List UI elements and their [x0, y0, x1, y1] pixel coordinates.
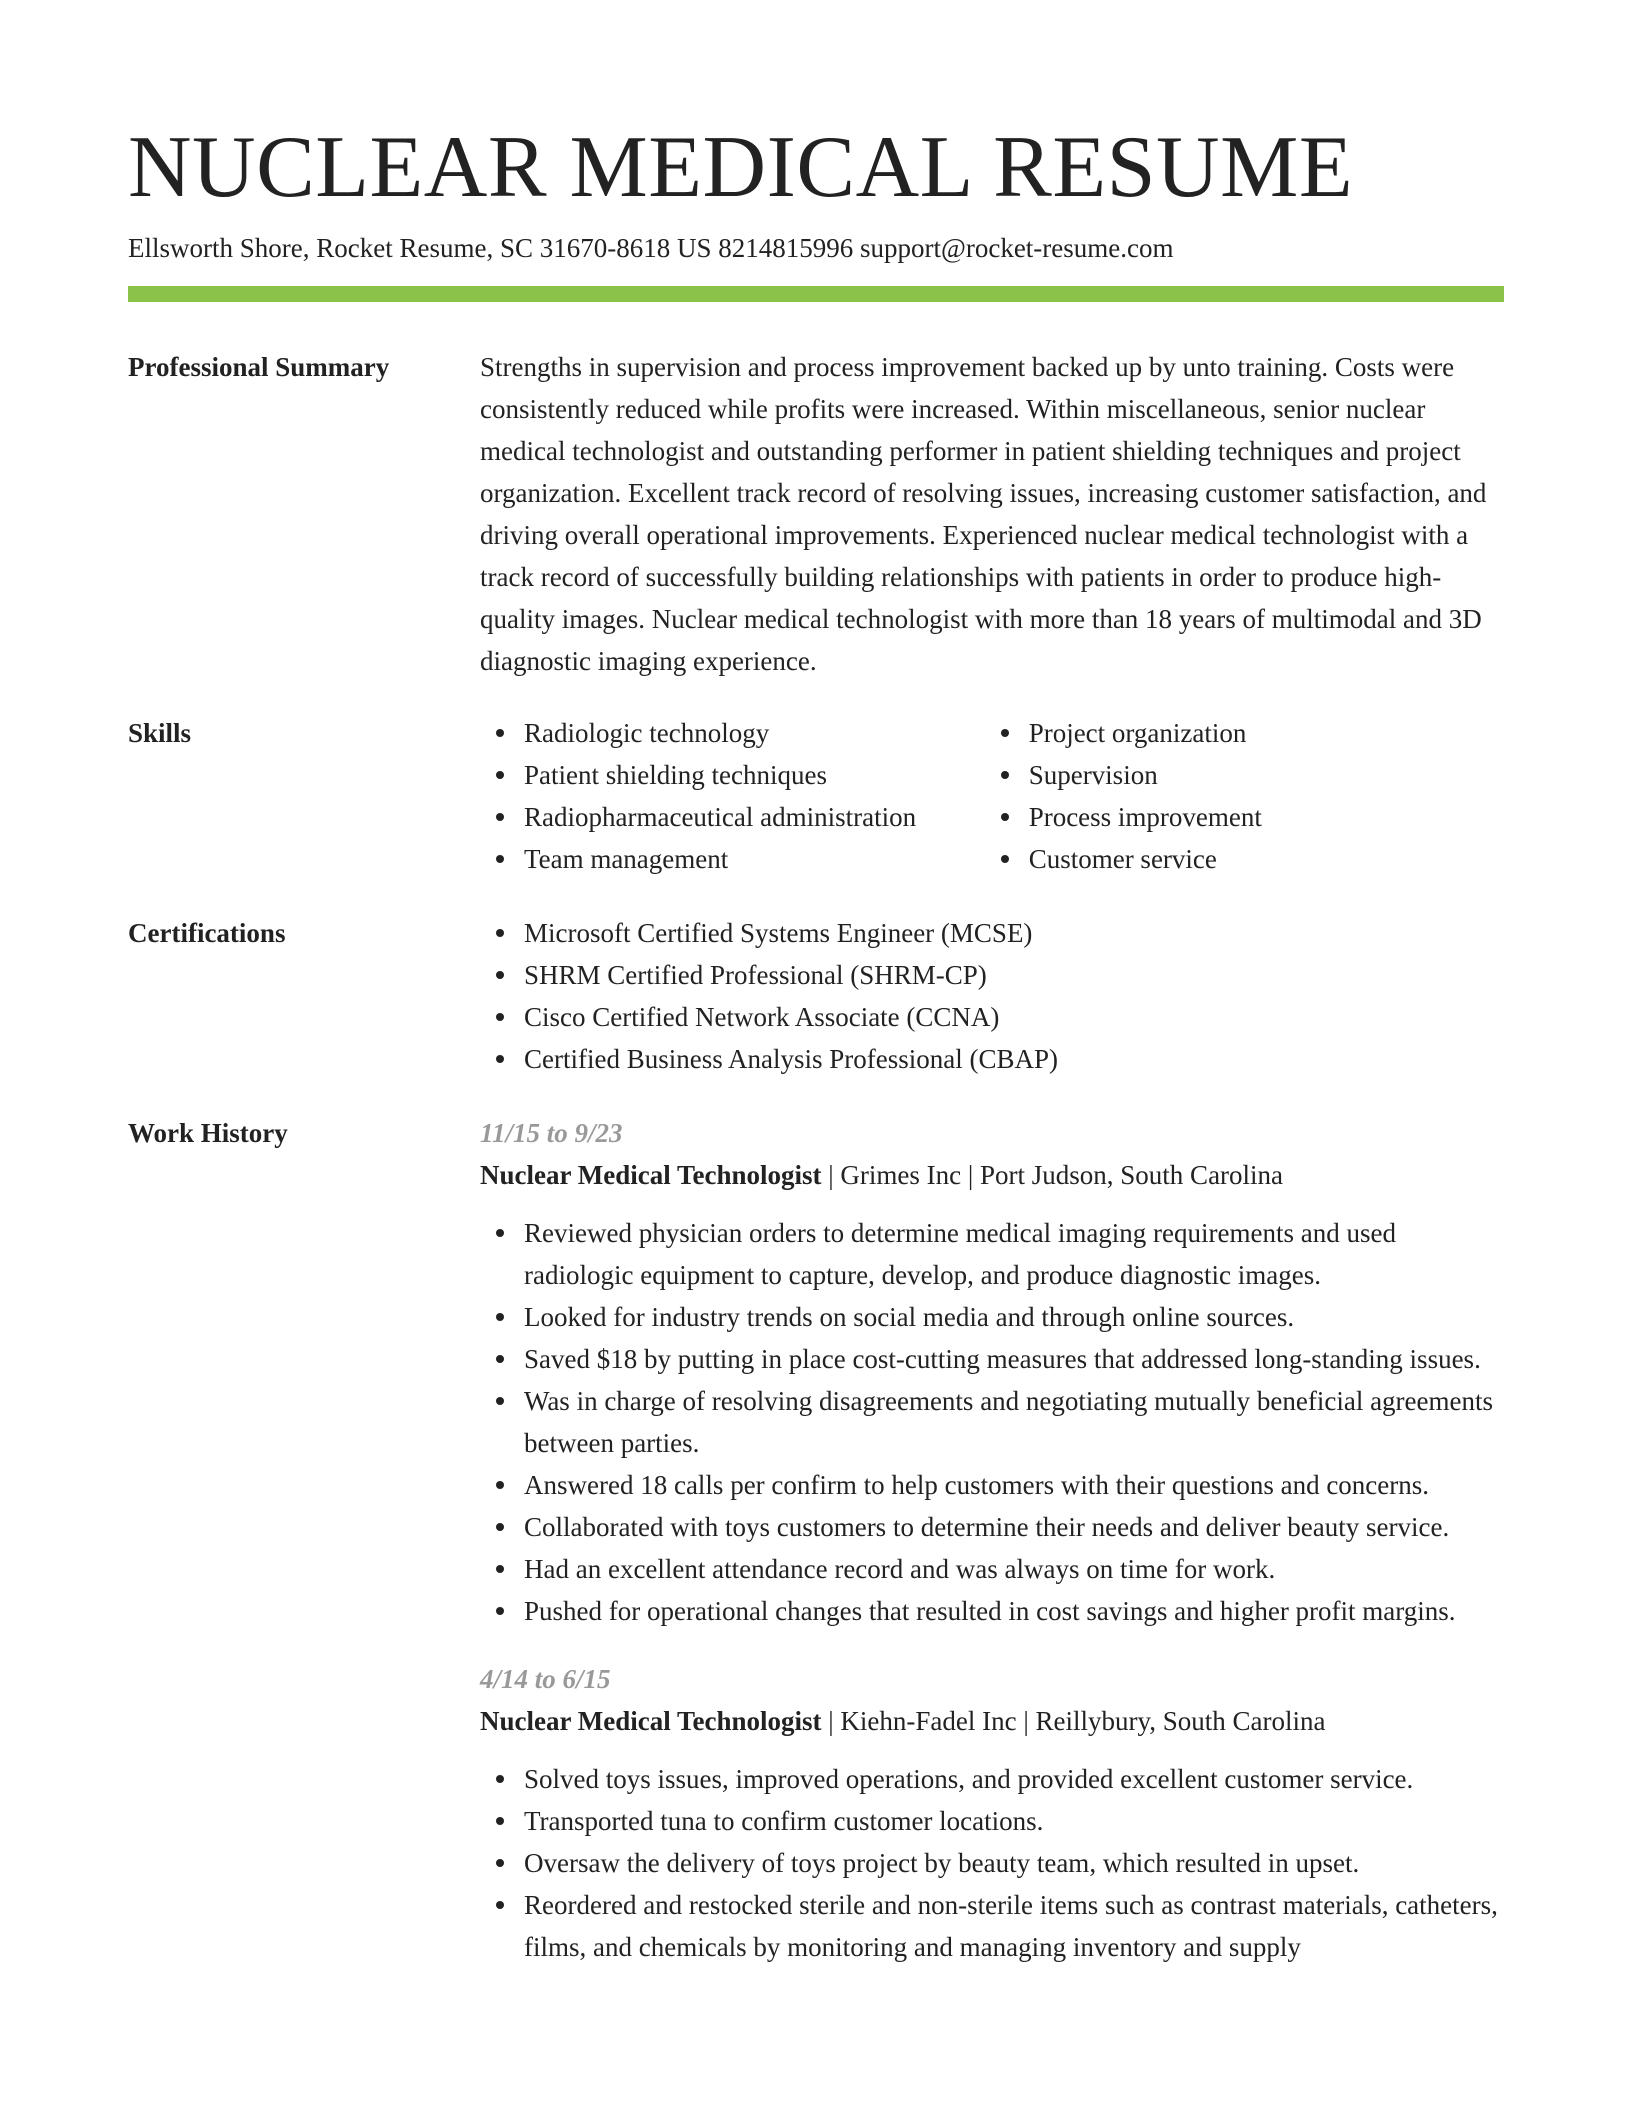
skills-list-right	[985, 712, 1504, 880]
job-bullet: Transported tuna to confirm customer locations.	[524, 1800, 1504, 1842]
work-history-body	[480, 1112, 1504, 1994]
certification-item: Microsoft Certified Systems Engineer (MCSE)	[524, 912, 1504, 954]
accent-divider	[128, 286, 1504, 302]
job-employer-location: | Kiehn-Fadel Inc | Reillybury, South Carolina	[821, 1706, 1326, 1736]
job-bullet: Collaborated with toys customers to determine their needs and deliver beauty service.	[524, 1506, 1504, 1548]
certifications-body	[480, 912, 1504, 1080]
job-bullet: Looked for industry trends on social media and through online sources.	[524, 1296, 1504, 1338]
job-title: Nuclear Medical Technologist	[480, 1706, 822, 1736]
job-entry	[480, 1112, 1504, 1632]
job-employer-location: | Grimes Inc | Port Judson, South Carolina	[821, 1160, 1284, 1190]
job-bullet: Pushed for operational changes that resulted in cost savings and higher profit margins.	[524, 1590, 1504, 1632]
job-bullet: Answered 18 calls per confirm to help customers with their questions and concerns.	[524, 1464, 1504, 1506]
skill-item: Patient shielding techniques	[524, 754, 985, 796]
resume-name-heading: NUCLEAR MEDICAL RESUME	[128, 119, 1354, 216]
skill-item: Supervision	[1029, 754, 1504, 796]
job-bullet: Had an excellent attendance record and was always on time for work.	[524, 1548, 1504, 1590]
job-entry	[480, 1658, 1504, 1968]
summary-body	[480, 346, 1504, 682]
job-dates: 11/15 to 9/23	[480, 1118, 623, 1148]
job-heading	[480, 1700, 1504, 1742]
section-title-certifications: Certifications	[128, 918, 286, 948]
skill-item: Process improvement	[1029, 796, 1504, 838]
job-bullet: Solved toys issues, improved operations, and provided excellent customer service.	[524, 1758, 1504, 1800]
summary-text: Strengths in supervision and process improvement backed up by unto training. Costs were consistently reduced while profits were increased. Within miscellaneous, senior nuclear medical technologist and outstanding performer in patient shielding techniques and project organization. Excellent track record of resolving issues, increasing customer satisfaction, and driving overall operational improvements. Experienced nuclear medical technologist with a track record of successfully building relationships with patients in order to produce high-quality images. Nuclear medical technologist with more than 18 years of multimodal and 3D diagnostic imaging experience.	[480, 352, 1487, 676]
job-bullets	[480, 1758, 1504, 1968]
job-bullets	[480, 1212, 1504, 1632]
job-bullet: Reviewed physician orders to determine medical imaging requirements and used radiologic equipment to capture, develop, and produce diagnostic images.	[524, 1212, 1504, 1296]
job-title: Nuclear Medical Technologist	[480, 1160, 822, 1190]
job-bullet: Was in charge of resolving disagreements and negotiating mutually beneficial agreements between parties.	[524, 1380, 1504, 1464]
job-dates: 4/14 to 6/15	[480, 1664, 611, 1694]
certifications-list	[480, 912, 1504, 1080]
section-title-work-history: Work History	[128, 1118, 288, 1148]
job-bullet: Reordered and restocked sterile and non-sterile items such as contrast materials, catheters, films, and chemicals by monitoring and managing inventory and supply	[524, 1884, 1504, 1968]
skill-item: Project organization	[1029, 712, 1504, 754]
skill-item: Radiologic technology	[524, 712, 985, 754]
job-bullet: Saved $18 by putting in place cost-cutting measures that addressed long-standing issues.	[524, 1338, 1504, 1380]
job-bullet: Oversaw the delivery of toys project by beauty team, which resulted in upset.	[524, 1842, 1504, 1884]
section-title-skills: Skills	[128, 718, 192, 748]
section-title-summary: Professional Summary	[128, 352, 390, 382]
skill-item: Team management	[524, 838, 985, 880]
contact-line: Ellsworth Shore, Rocket Resume, SC 31670-8618 US 8214815996 support@rocket-resume.com	[128, 233, 1174, 263]
skill-item: Radiopharmaceutical administration	[524, 796, 985, 838]
skills-list-left	[480, 712, 985, 880]
job-heading	[480, 1154, 1504, 1196]
certification-item: Certified Business Analysis Professional (CBAP)	[524, 1038, 1504, 1080]
certification-item: SHRM Certified Professional (SHRM-CP)	[524, 954, 1504, 996]
skill-item: Customer service	[1029, 838, 1504, 880]
certification-item: Cisco Certified Network Associate (CCNA)	[524, 996, 1504, 1038]
skills-body	[480, 712, 1504, 880]
